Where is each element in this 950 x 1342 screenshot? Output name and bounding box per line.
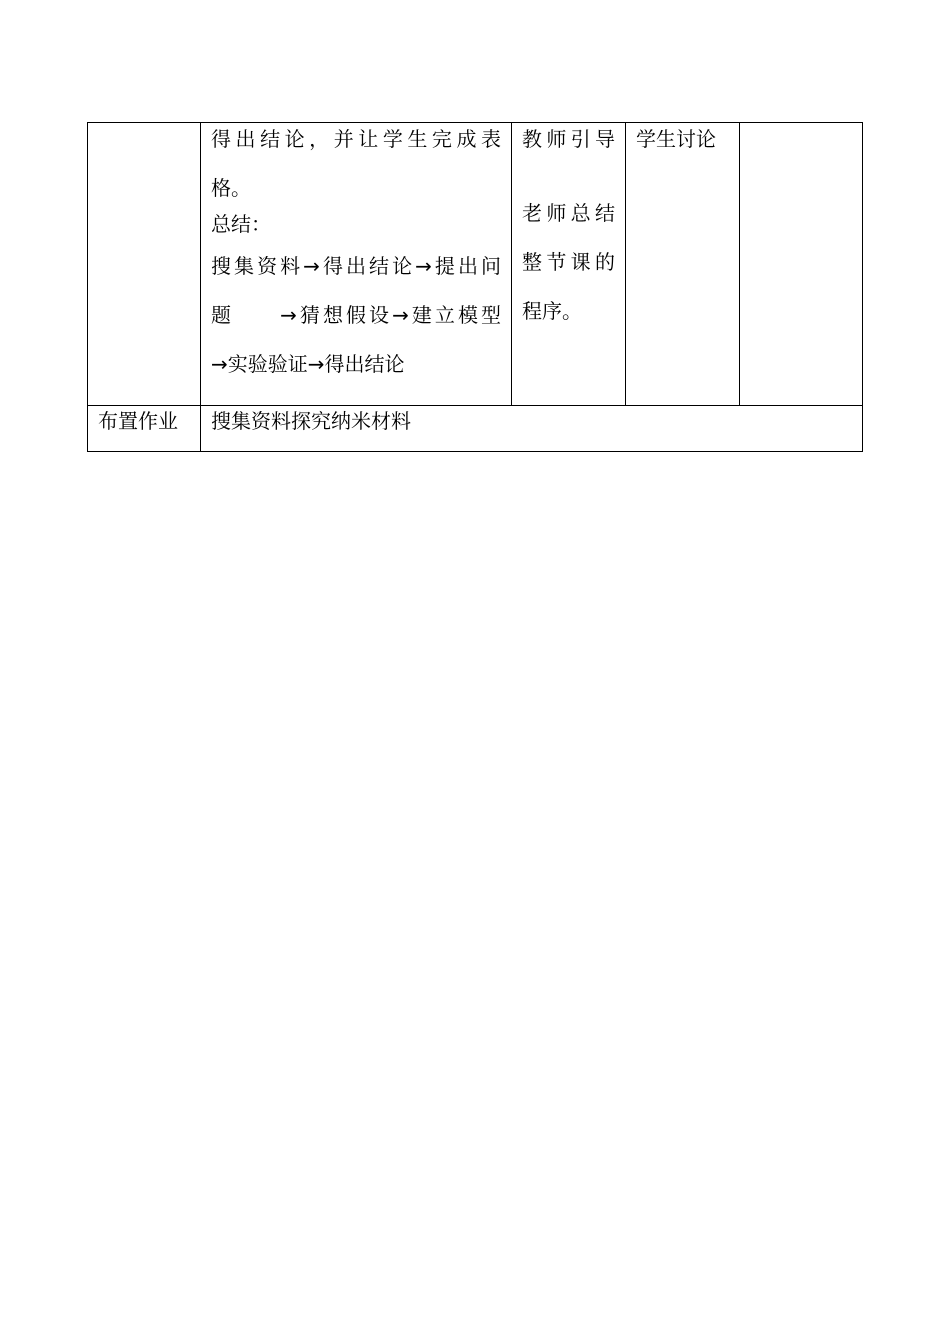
notes-cell: [740, 123, 863, 406]
student-line: 学生讨论: [636, 127, 716, 151]
process-line: 搜集资料→得出结论→提出问: [211, 254, 501, 278]
student-activity-cell: [626, 123, 740, 406]
table-row: [88, 123, 863, 406]
process-cell: [201, 123, 512, 406]
process-line: 格。: [211, 176, 251, 200]
process-line: →实验验证→得出结论: [211, 352, 405, 376]
teacher-activity-cell: [512, 123, 626, 406]
lesson-plan-table: [87, 122, 863, 452]
process-line: 得出结论，并让学生完成表: [211, 127, 501, 151]
teacher-line: 老师总结: [522, 201, 615, 225]
process-line: 题 →猜想假设→建立模型: [211, 303, 501, 327]
process-line: 总结：: [211, 212, 271, 236]
homework-label-cell: [88, 406, 201, 452]
homework-content-cell: [201, 406, 863, 452]
homework-label: 布置作业: [98, 409, 178, 433]
teacher-line: 程序。: [522, 299, 582, 323]
teacher-line: 教师引导: [522, 127, 615, 151]
stage-cell: [88, 123, 201, 406]
homework-content: 搜集资料探究纳米材料: [211, 409, 411, 433]
table-row: [88, 406, 863, 452]
teacher-line: 整节课的: [522, 250, 615, 274]
